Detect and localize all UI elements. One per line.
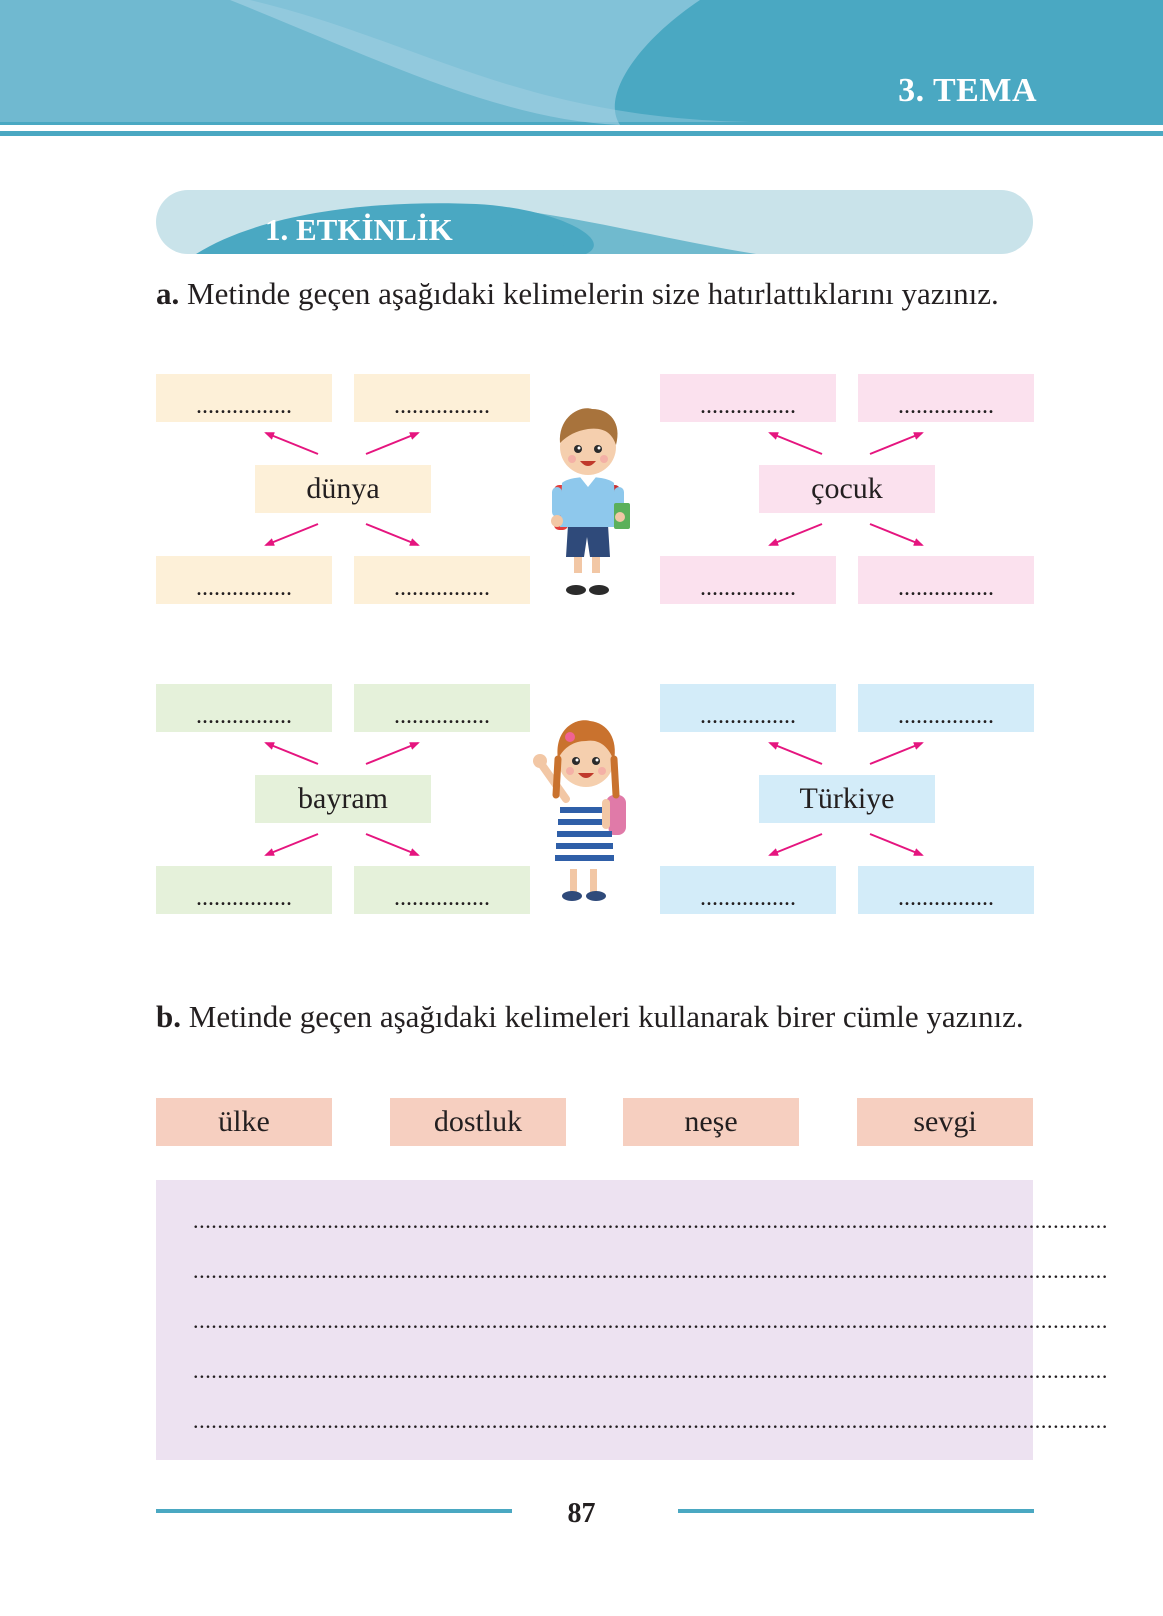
arrow [770,524,822,545]
arrow [266,743,318,764]
page-number: 87 [567,1498,596,1529]
answer-box[interactable]: ................ [156,866,332,914]
arrow [870,743,922,764]
theme-label: 3. TEMA [898,72,1037,109]
arrow [770,834,822,855]
arrow [366,743,418,764]
sentence-word: sevgi [857,1098,1033,1146]
answer-box[interactable]: ................ [354,556,530,604]
arrow [770,433,822,454]
answer-box[interactable]: ................ [858,866,1034,914]
arrow [366,834,418,855]
arrow [366,524,418,545]
writing-line[interactable]: ...................................................................................................................................................... [193,1308,1108,1333]
part-b-instruction [156,995,1033,1038]
writing-line[interactable]: ...................................................................................................................................................... [193,1258,1108,1283]
sentence-word: neşe [623,1098,799,1146]
answer-box[interactable]: ................ [354,374,530,422]
answer-box[interactable]: ................ [156,374,332,422]
boy-illustration [540,405,640,605]
answer-box[interactable]: ................ [354,684,530,732]
girl-illustration [530,715,650,915]
writing-line[interactable]: ...................................................................................................................................................... [193,1208,1108,1233]
answer-box[interactable]: ................ [660,556,836,604]
sentence-word: dostluk [390,1098,566,1146]
arrow [266,834,318,855]
answer-box[interactable]: ................ [156,684,332,732]
arrow [870,524,922,545]
part-a-text: Metinde geçen aşağıdaki kelimelerin size hatırlattıklarını yazınız. [187,276,999,311]
writing-line[interactable]: ...................................................................................................................................................... [193,1408,1108,1433]
part-b-text: Metinde geçen aşağıdaki kelimeleri kullanarak birer cümle yazınız. [188,999,1024,1034]
writing-line[interactable]: ...................................................................................................................................................... [193,1358,1108,1383]
center-word: bayram [255,775,431,823]
answer-box[interactable]: ................ [858,374,1034,422]
part-a-label: a. [156,276,180,311]
arrow [770,743,822,764]
center-word: dünya [255,465,431,513]
part-b-label: b. [156,999,181,1034]
center-word: çocuk [759,465,935,513]
activity-title: 1. ETKİNLİK [265,212,453,247]
answer-box[interactable]: ................ [858,684,1034,732]
answer-box[interactable]: ................ [354,866,530,914]
arrow [870,433,922,454]
sentence-word: ülke [156,1098,332,1146]
answer-box[interactable]: ................ [660,866,836,914]
writing-area[interactable] [156,1180,1108,1460]
answer-box[interactable]: ................ [660,684,836,732]
answer-box[interactable]: ................ [858,556,1034,604]
arrow [266,433,318,454]
arrow [870,834,922,855]
center-word: Türkiye [759,775,935,823]
arrow [266,524,318,545]
answer-box[interactable]: ................ [660,374,836,422]
arrow [366,433,418,454]
answer-box[interactable]: ................ [156,556,332,604]
